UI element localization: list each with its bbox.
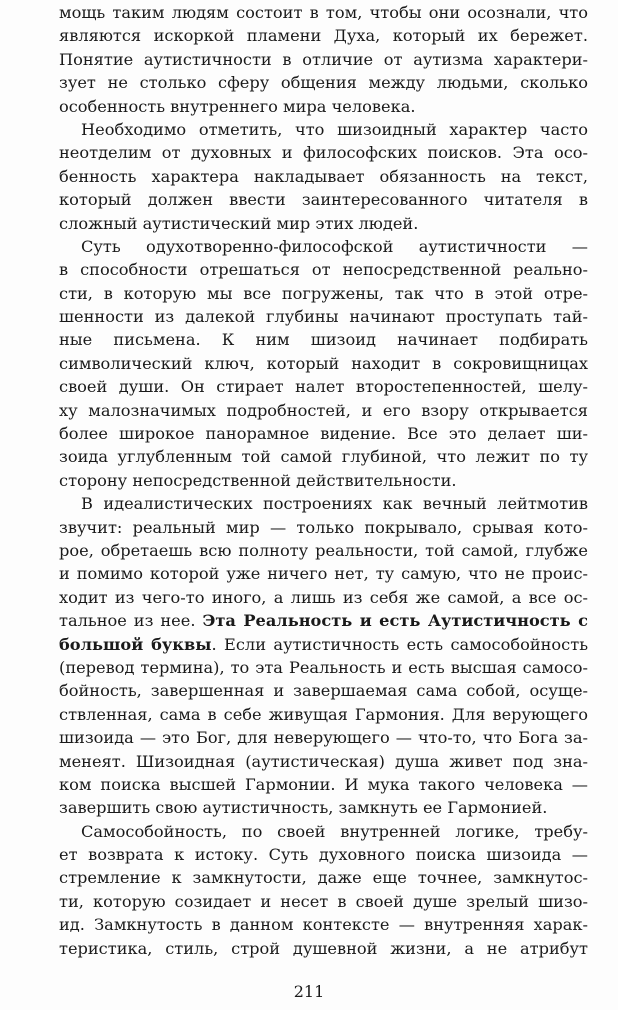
text-line: шенности из далекой глубины начинают проступать тай- (59, 307, 588, 327)
text-line: шизоида — это Бог, для неверующего — что-то, что Бога за- (59, 728, 588, 748)
text-line: неотделим от духовных и философских поисков. Эта осо- (59, 143, 588, 163)
bold-phrase: Эта Реальность и есть Аутистичность с (202, 611, 588, 631)
text-line: мощь таким людям состоит в том, чтобы они осознали, что (59, 3, 588, 22)
text-line: символический ключ, который находит в сокровищницах (59, 353, 588, 373)
text-line: теристика, стиль, строй душевной жизни, а не атрибут (59, 938, 588, 958)
text-line: в способности отрешаться от непосредственной реально- (59, 260, 588, 280)
text-line: сложный аутистический мир этих людей. (59, 213, 419, 233)
text-segment: тальное из нее. (59, 611, 196, 631)
text-line: Самособойность, по своей внутренней логике, требу- (81, 821, 588, 841)
text-line: зует не столько сферу общения между людьми, сколько (59, 73, 588, 93)
text-line: Необходимо отметить, что шизоидный характер часто (81, 119, 588, 139)
text-line: ху малозначимых подробностей, и его взору открывается (59, 400, 588, 420)
text-line: (перевод термина), то эта Реальность и есть высшая самосо- (59, 657, 588, 677)
text-line: бойность, завершенная и завершаемая сама собой, осуще- (59, 681, 588, 701)
text-line: менеят. Шизоидная (аутистическая) душа живет под зна- (59, 751, 588, 771)
text-line: особенность внутреннего мира человека. (59, 96, 416, 116)
text-line: сти, в которую мы все погружены, так что в этой отре- (59, 283, 588, 303)
text-line: ные письмена. К ним шизоид начинает подбирать (59, 330, 588, 350)
text-line: В идеалистических построениях как вечный лейтмотив (81, 494, 588, 514)
text-line: ет возврата к истоку. Суть духовного поиска шизоида — (59, 845, 588, 865)
text-line: своей души. Он стирает налет второстепенностей, шелу- (59, 377, 588, 397)
text-line: ходит из чего-то иного, а лишь из себя же самой, а все ос- (59, 587, 588, 607)
text-segment: . Если аутистичность есть самособойность (211, 634, 589, 654)
text-line: звучит: реальный мир — только покрывало, срывая кото- (59, 517, 588, 537)
text-line: более широкое панорамное видение. Все это делает ши- (59, 424, 588, 444)
text-line: стремление к замкнутости, даже еще точнее, замкнутос- (59, 868, 588, 888)
text-line: ти, которую созидает и несет в своей душе зрелый шизо- (59, 891, 588, 911)
text-line: рое, обретаешь всю полноту реальности, той самой, глубже (59, 540, 588, 560)
text-line: который должен ввести заинтересованного читателя в (59, 190, 588, 210)
text-line: ком поиска высшей Гармонии. И мука такого человека — (59, 774, 588, 794)
bold-phrase: большой буквы (59, 634, 212, 654)
text-line: и помимо которой уже ничего нет, ту самую, что не проис- (59, 564, 588, 584)
text-line: зоида углубленным той самой глубиной, что лежит по ту (59, 447, 588, 467)
text-line: Понятие аутистичности в отличие от аутизма характери- (59, 49, 588, 69)
text-line: ид. Замкнутость в данном контексте — внутренняя харак- (59, 915, 588, 935)
page-body-text (59, 1, 588, 960)
text-line: завершить свою аутистичность, замкнуть ее Гармонией. (59, 798, 548, 818)
text-line: сторону непосредственной действительности. (59, 470, 457, 490)
text-line: бенность характера накладывает обязанность на текст, (59, 166, 588, 186)
text-line: ствленная, сама в себе живущая Гармония. Для верующего (59, 704, 588, 724)
page-number: 211 (293, 982, 325, 1001)
text-line: Суть одухотворенно-философской аутистичности — (81, 236, 588, 256)
text-line: являются искоркой пламени Духа, который их бережет. (59, 26, 588, 46)
text-line-mixed (59, 609, 588, 632)
text-line-mixed (59, 633, 588, 656)
